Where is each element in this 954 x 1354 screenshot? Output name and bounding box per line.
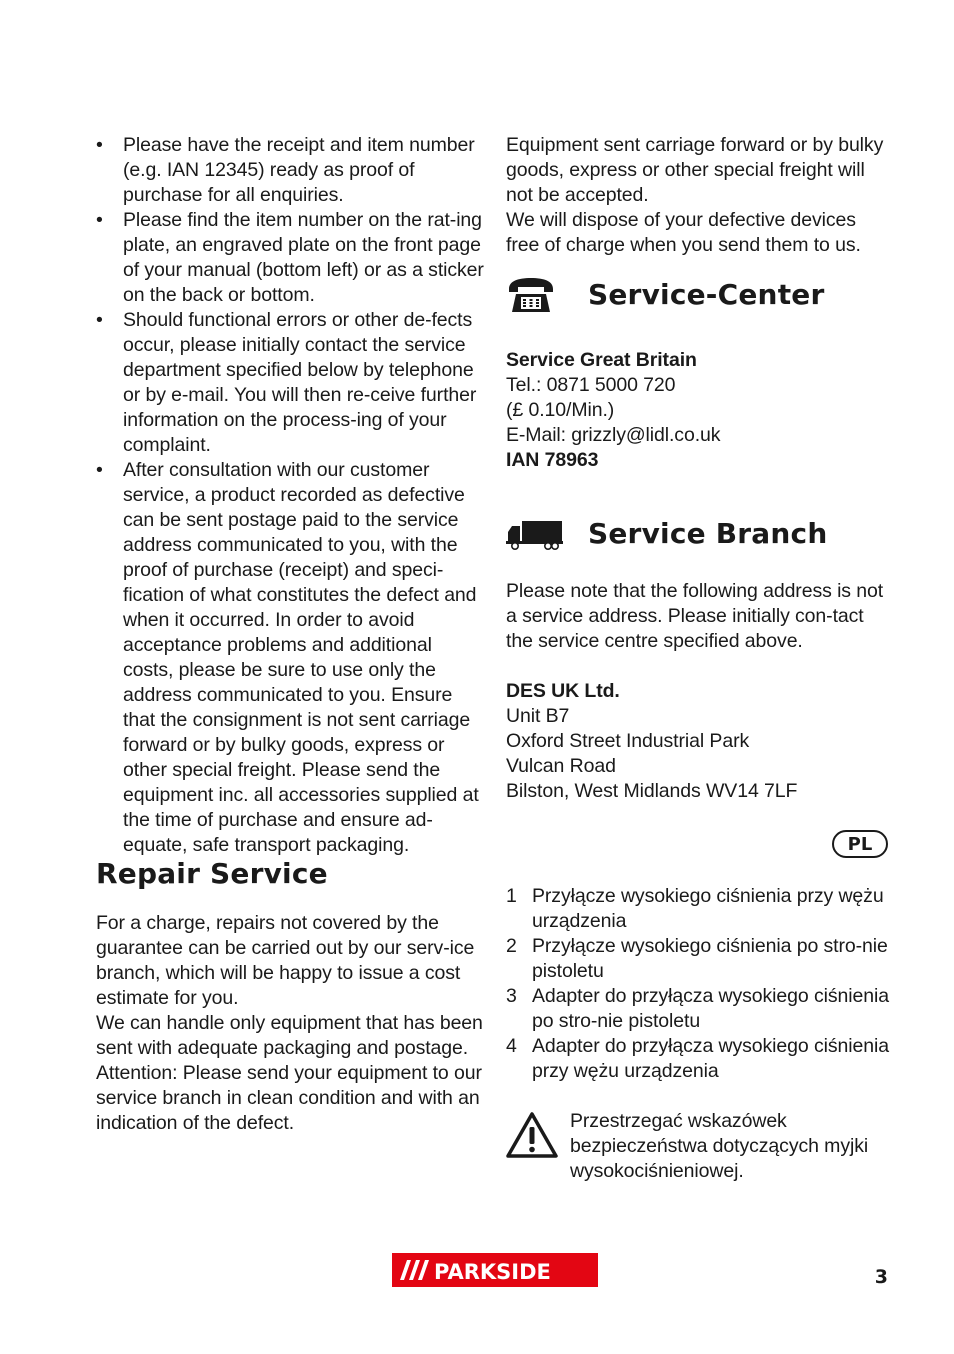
service-center-heading-row bbox=[506, 272, 890, 318]
item-number: 2 bbox=[506, 935, 517, 957]
list-item: • Please have the receipt and item number (e.g. IAN 12345) ready as proof of purchase for all enquiries. bbox=[96, 133, 484, 208]
paragraph: Equipment sent carriage forward or by bulky goods, express or other special freight will not be accepted. bbox=[506, 134, 884, 206]
parkside-logo bbox=[392, 1253, 598, 1287]
service-rate: (£ 0.10/Min.) bbox=[506, 399, 615, 421]
repair-service-body bbox=[96, 911, 484, 1136]
item-text: Adapter do przyłącza wysokiego ciśnienia przy wężu urządzenia bbox=[532, 1035, 889, 1082]
service-branch-title: Service Branch bbox=[588, 517, 828, 550]
parts-list bbox=[506, 884, 890, 1084]
branch-company: DES UK Ltd. bbox=[506, 680, 620, 702]
address-line: Vulcan Road bbox=[506, 755, 616, 777]
item-text: Przyłącze wysokiego ciśnienia przy wężu urządzenia bbox=[532, 885, 884, 932]
paragraph: We will dispose of your defective devices free of charge when you send them to us. bbox=[506, 209, 861, 256]
list-item: • Should functional errors or other de-fects occur, please initially contact the service department specified below by telephone or by e-mail. You will then re-ceive further information on the process-ing of your complaint. bbox=[96, 308, 484, 458]
left-column bbox=[96, 133, 484, 1136]
service-name: Service Great Britain bbox=[506, 349, 697, 371]
instructions-list bbox=[96, 133, 484, 858]
language-row bbox=[506, 804, 890, 864]
service-branch-heading-row bbox=[506, 511, 890, 557]
address-line: Bilston, West Midlands WV14 7LF bbox=[506, 780, 798, 802]
address-line: Oxford Street Industrial Park bbox=[506, 730, 750, 752]
item-text: Przyłącze wysokiego ciśnienia po stro-nie pistoletu bbox=[532, 935, 888, 982]
right-column bbox=[506, 133, 890, 1184]
paragraph: For a charge, repairs not covered by the guarantee can be carried out by our serv-ice branch, which will be happy to issue a cost estimate for you. bbox=[96, 912, 475, 1009]
address-line: Unit B7 bbox=[506, 705, 570, 727]
brand-name: PARKSIDE bbox=[434, 1260, 551, 1284]
list-item bbox=[506, 884, 890, 934]
paragraph: Attention: Please send your equipment to our service branch in clean condition and with an indication of the defect. bbox=[96, 1062, 482, 1134]
service-ian: IAN 78963 bbox=[506, 449, 599, 471]
truck-icon bbox=[506, 514, 566, 554]
page-number: 3 bbox=[874, 1266, 888, 1288]
repair-service-heading: Repair Service bbox=[96, 857, 328, 890]
warning-text: Przestrzegać wskazówek bezpieczeństwa dotyczących myjki wysokociśnieniowej. bbox=[570, 1110, 869, 1182]
service-center-details bbox=[506, 348, 890, 473]
service-tel: Tel.: 0871 5000 720 bbox=[506, 374, 676, 396]
branch-note: Please note that the following address is not a service address. Please initially con-tact the service centre specified above. bbox=[506, 580, 884, 652]
list-item bbox=[506, 984, 890, 1034]
service-branch-details bbox=[506, 579, 890, 804]
item-number: 4 bbox=[506, 1035, 517, 1057]
intro-text bbox=[506, 133, 890, 258]
list-item: • After consultation with our customer service, a product recorded as defective can be sent postage paid to the service address communicated to you, with the proof of purchase (receipt) and speci-fication of what constitutes the defect and when it occurred. In order to avoid acceptance problems and additional costs, please be sure to use only the address communicated to you. Ensure that the consignment is not sent carriage forward or by bulky goods, express or other special freight. Please send the equipment inc. all accessories supplied at the time of purchase and ensure ad-equate, safe transport packaging. bbox=[96, 458, 484, 858]
item-text: Adapter do przyłącza wysokiego ciśnienia po stro-nie pistoletu bbox=[532, 985, 889, 1032]
item-number: 1 bbox=[506, 885, 517, 907]
language-badge: PL bbox=[832, 830, 888, 858]
warning-block bbox=[506, 1109, 890, 1184]
warning-triangle-icon bbox=[506, 1109, 570, 1184]
service-center-title: Service-Center bbox=[588, 278, 825, 311]
list-item bbox=[506, 1034, 890, 1084]
list-item: • Please find the item number on the rat-ing plate, an engraved plate on the front page of your manual (bottom left) or as a sticker on the back or bottom. bbox=[96, 208, 484, 308]
paragraph: We can handle only equipment that has been sent with adequate packaging and postage. bbox=[96, 1012, 483, 1059]
telephone-icon bbox=[506, 275, 566, 315]
item-number: 3 bbox=[506, 985, 517, 1007]
list-item bbox=[506, 934, 890, 984]
service-email: E-Mail: grizzly@lidl.co.uk bbox=[506, 424, 721, 446]
